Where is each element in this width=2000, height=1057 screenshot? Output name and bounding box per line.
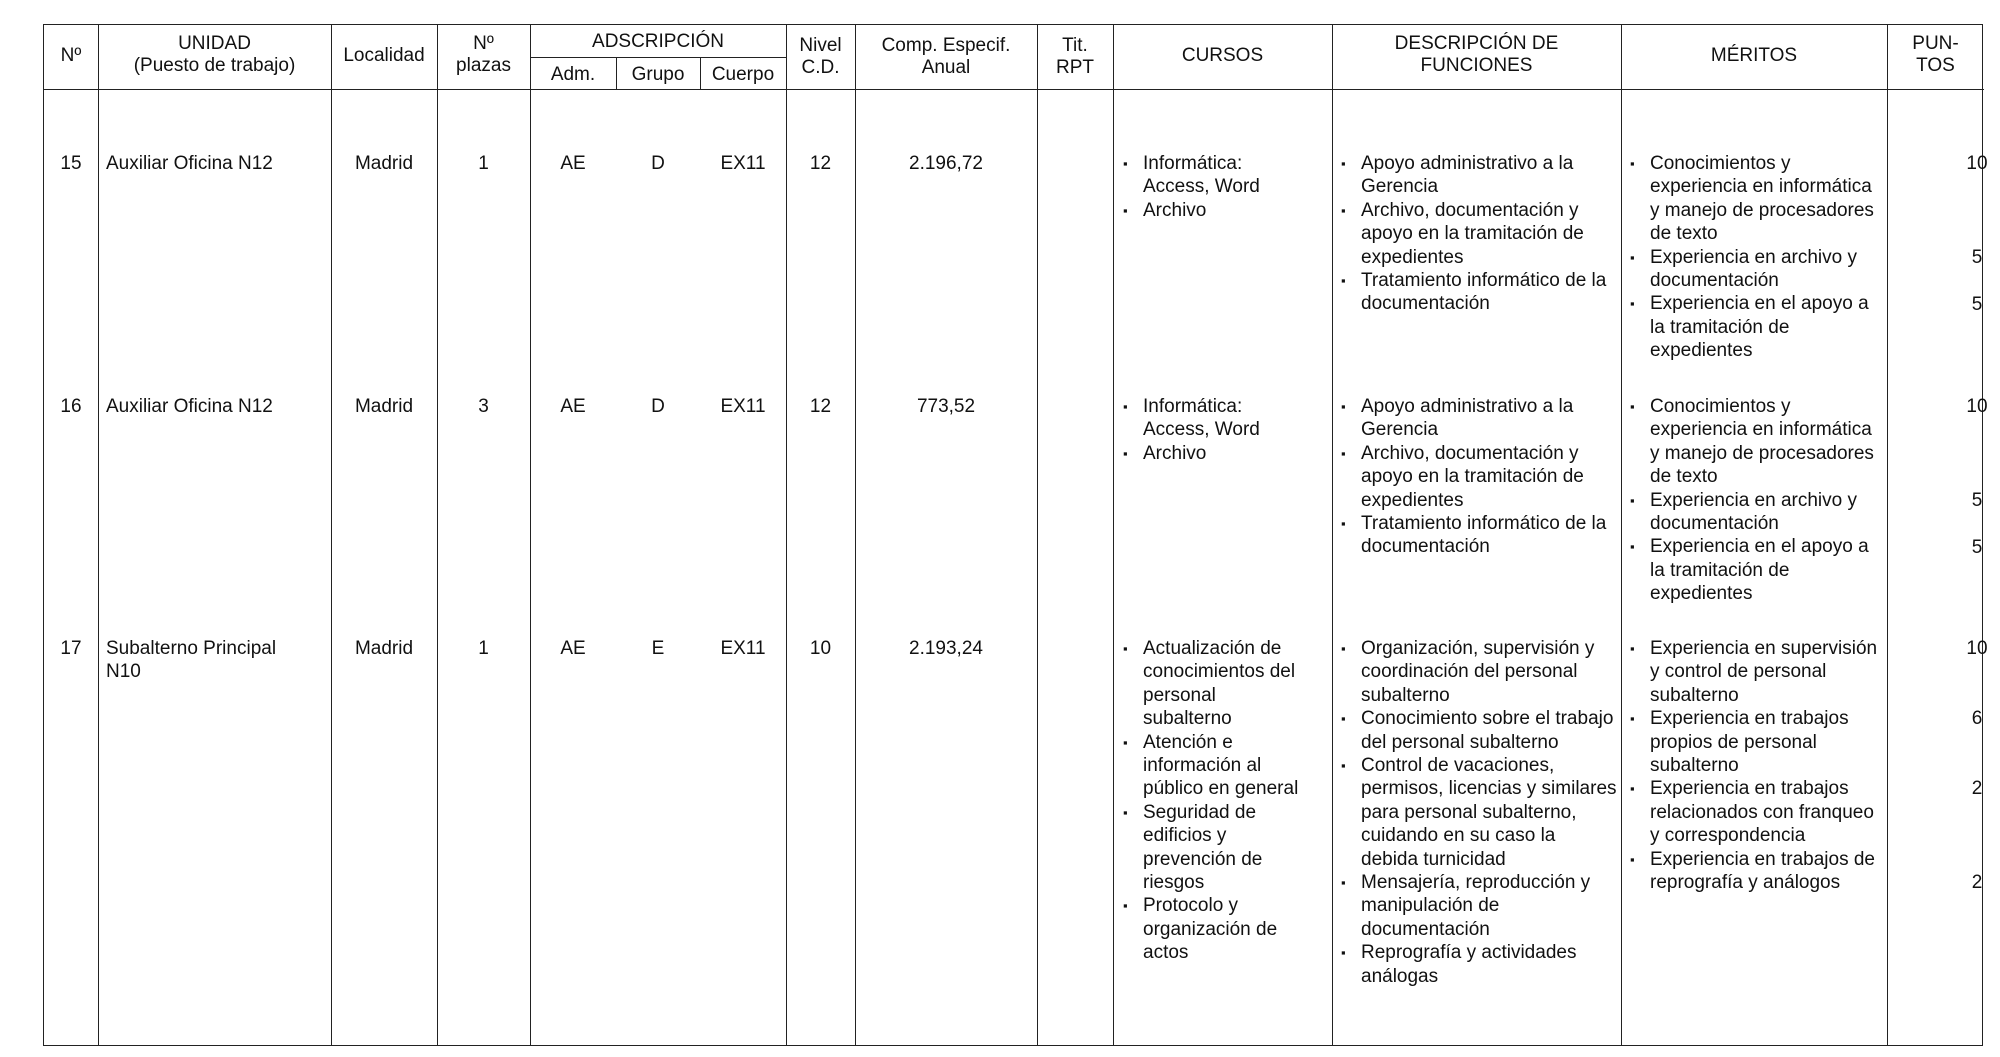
row-localidad: Madrid — [354, 638, 414, 659]
header-localidad: Localidad — [343, 45, 425, 66]
header-cuerpo: Cuerpo — [711, 64, 775, 85]
merito-item: ▪ Experiencia en archivo y documentación — [1626, 489, 1881, 536]
funcion-item: ▪ Archivo, documentación y apoyo en la tramitación de expedientes — [1337, 442, 1615, 512]
header-tit-2: RPT — [1056, 57, 1094, 78]
row-localidad: Madrid — [354, 396, 414, 417]
merito-item: ▪ Experiencia en trabajos relacionados con franqueo y correspondencia — [1626, 777, 1881, 847]
row-nivel: 12 — [809, 396, 832, 417]
curso-item: ▪ Seguridad de edificios y prevención de riesgos — [1119, 801, 1309, 895]
curso-item: ▪ Atención e información al público en general — [1119, 731, 1309, 801]
row-grupo: D — [651, 153, 665, 174]
row-adm: AE — [560, 638, 586, 659]
header-meritos: MÉRITOS — [1710, 45, 1798, 66]
column-divider — [855, 25, 856, 1045]
header-descripcion-1: DESCRIPCIÓN DE — [1394, 33, 1559, 54]
row-puntos: 6 — [1971, 708, 1983, 729]
funcion-item: ▪ Mensajería, reproducción y manipulación de documentación — [1337, 871, 1617, 941]
header-num: Nº — [60, 45, 82, 66]
funcion-item: ▪ Conocimiento sobre el trabajo del personal subalterno — [1337, 707, 1617, 754]
row-puntos: 10 — [1966, 153, 1988, 174]
row-plazas: 1 — [478, 638, 489, 659]
header-descripcion-2: FUNCIONES — [1420, 55, 1533, 76]
row-num: 17 — [60, 638, 82, 659]
row-meritos — [1626, 152, 1881, 363]
row-puntos: 5 — [1971, 537, 1983, 558]
merito-item: ▪ Conocimientos y experiencia en informática y manejo de procesadores de texto — [1626, 395, 1881, 489]
header-cursos: CURSOS — [1181, 45, 1264, 66]
row-funciones — [1337, 152, 1615, 316]
row-num: 15 — [60, 153, 82, 174]
row-comp: 2.193,24 — [909, 638, 983, 659]
header-unidad: UNIDAD — [178, 33, 251, 54]
row-nivel: 12 — [809, 153, 832, 174]
row-cursos — [1119, 152, 1304, 222]
row-puntos: 10 — [1966, 638, 1988, 659]
row-funciones — [1337, 637, 1617, 988]
funcion-item: ▪ Tratamiento informático de la documentación — [1337, 512, 1615, 559]
row-adm: AE — [560, 396, 586, 417]
column-divider — [1113, 25, 1114, 1045]
row-cuerpo: EX11 — [720, 153, 766, 174]
column-divider — [331, 25, 332, 1045]
row-nivel: 10 — [809, 638, 832, 659]
row-meritos — [1626, 395, 1881, 606]
header-nivel-1: Nivel — [799, 35, 842, 56]
header-divider — [44, 89, 1984, 90]
row-grupo: D — [651, 396, 665, 417]
row-plazas: 3 — [478, 396, 489, 417]
column-divider — [1887, 25, 1888, 1045]
merito-item: ▪ Conocimientos y experiencia en informática y manejo de procesadores de texto — [1626, 152, 1881, 246]
row-puntos: 5 — [1971, 490, 1983, 511]
column-divider — [1332, 25, 1333, 1045]
merito-item: ▪ Experiencia en el apoyo a la tramitación de expedientes — [1626, 292, 1881, 362]
curso-item: ▪ Archivo — [1119, 199, 1304, 222]
merito-item: ▪ Experiencia en supervisión y control de personal subalterno — [1626, 637, 1881, 707]
row-num: 16 — [60, 396, 82, 417]
header-adm: Adm. — [550, 64, 596, 85]
merito-item: ▪ Experiencia en archivo y documentación — [1626, 246, 1881, 293]
header-grupo: Grupo — [631, 64, 685, 85]
row-puntos: 10 — [1966, 396, 1988, 417]
row-unidad: Subalterno Principal N10 — [106, 638, 277, 682]
column-divider — [98, 25, 99, 1045]
header-plazas-2: plazas — [456, 55, 511, 76]
row-puntos: 5 — [1971, 247, 1983, 268]
funcion-item: ▪ Archivo, documentación y apoyo en la tramitación de expedientes — [1337, 199, 1615, 269]
row-cursos — [1119, 637, 1309, 965]
header-comp-2: Anual — [921, 57, 971, 78]
row-comp: 773,52 — [916, 396, 976, 417]
header-comp-1: Comp. Especif. — [881, 35, 1011, 56]
header-puntos-1: PUN- — [1912, 33, 1959, 54]
funcion-item: ▪ Reprografía y actividades análogas — [1337, 941, 1617, 988]
header-tit-1: Tit. — [1062, 35, 1088, 56]
header-nivel-2: C.D. — [801, 57, 840, 78]
curso-item: ▪ Protocolo y organización de actos — [1119, 894, 1309, 964]
column-divider — [530, 25, 531, 1045]
curso-item: ▪ Archivo — [1119, 442, 1304, 465]
row-cursos — [1119, 395, 1304, 465]
funcion-item: ▪ Organización, supervisión y coordinación del personal subalterno — [1337, 637, 1617, 707]
column-divider — [437, 25, 438, 1045]
row-grupo: E — [651, 638, 665, 659]
rpt-table — [43, 24, 1988, 1046]
row-puntos: 2 — [1971, 872, 1983, 893]
header-adscripcion: ADSCRIPCIÓN — [592, 31, 724, 52]
adscripcion-divider — [530, 57, 786, 58]
curso-item: ▪ Informática: Access, Word — [1119, 395, 1304, 442]
row-funciones — [1337, 395, 1615, 559]
funcion-item: ▪ Control de vacaciones, permisos, licencias y similares para personal subalterno, cuidando en su caso la debida turnicidad — [1337, 754, 1617, 871]
merito-item: ▪ Experiencia en trabajos de reprografía y análogos — [1626, 848, 1881, 895]
row-unidad: Auxiliar Oficina N12 — [106, 153, 273, 174]
column-divider — [1037, 25, 1038, 1045]
header-puesto: (Puesto de trabajo) — [133, 55, 296, 76]
row-cuerpo: EX11 — [720, 396, 766, 417]
row-puntos: 5 — [1971, 294, 1983, 315]
funcion-item: ▪ Apoyo administrativo a la Gerencia — [1337, 395, 1615, 442]
merito-item: ▪ Experiencia en el apoyo a la tramitación de expedientes — [1626, 535, 1881, 605]
curso-item: ▪ Actualización de conocimientos del personal subalterno — [1119, 637, 1309, 731]
curso-item: ▪ Informática: Access, Word — [1119, 152, 1304, 199]
row-meritos — [1626, 637, 1881, 894]
row-plazas: 1 — [478, 153, 489, 174]
funcion-item: ▪ Tratamiento informático de la documentación — [1337, 269, 1615, 316]
column-divider — [786, 25, 787, 1045]
column-divider — [1621, 25, 1622, 1045]
merito-item: ▪ Experiencia en trabajos propios de personal subalterno — [1626, 707, 1881, 777]
row-cuerpo: EX11 — [720, 638, 766, 659]
header-puntos-2: TOS — [1916, 55, 1955, 76]
funcion-item: ▪ Apoyo administrativo a la Gerencia — [1337, 152, 1615, 199]
row-adm: AE — [560, 153, 586, 174]
row-comp: 2.196,72 — [909, 153, 983, 174]
header-plazas-1: Nº — [473, 33, 494, 54]
row-puntos: 2 — [1971, 778, 1983, 799]
row-localidad: Madrid — [354, 153, 414, 174]
row-unidad: Auxiliar Oficina N12 — [106, 396, 273, 417]
